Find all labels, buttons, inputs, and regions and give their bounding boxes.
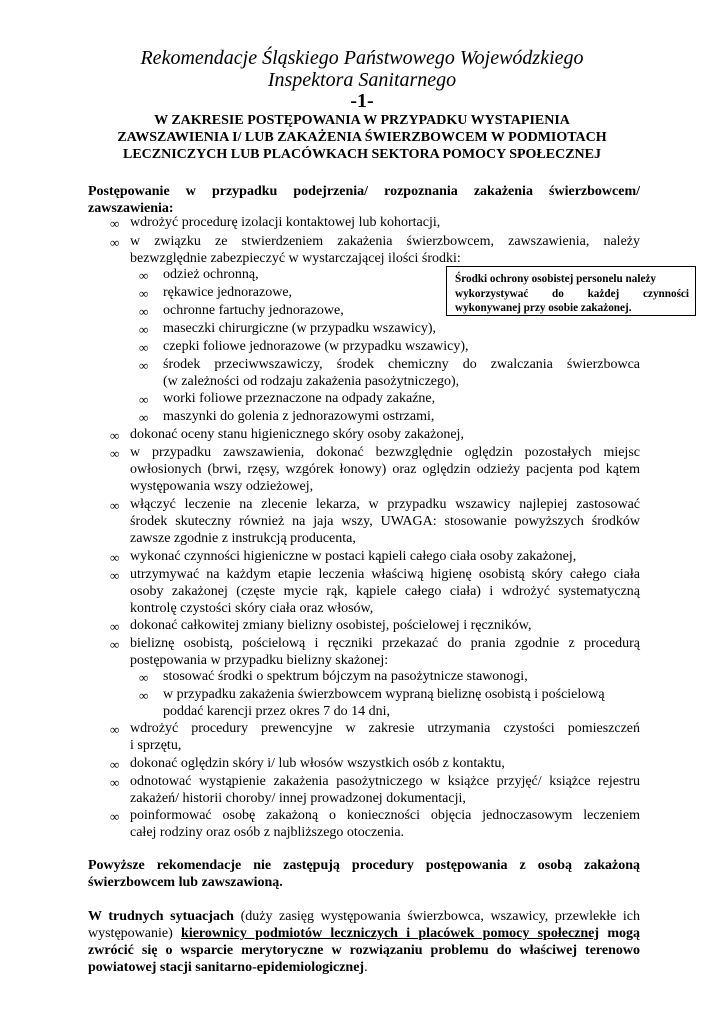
final-line-1 [88,908,640,925]
callout-line-2: wykorzystywać do każdej czynności [455,287,689,300]
sub-list-item-text: odzież ochronną, [163,267,259,282]
recommendation-note [88,857,640,891]
sub-bullet-icon: ∞ [139,304,149,319]
list-item-text: środek skuteczny również na jaja wszy, UWAGA: stosowanie powyższych środków [130,514,640,529]
section-heading-line-1: W ZAKRESIE POSTĘPOWANIA W PRZYPADKU WYSTAPIENIA [154,113,570,128]
sub-list-item [163,356,640,390]
final-line-4 [88,959,640,976]
list-item [130,635,640,669]
list-item-text: w przypadku zawszawienia, dokonać bezwzględnie oględzin pozostałych miejsc [130,445,640,460]
list-item-text: postępowania w przypadku bielizny skażonej: [130,653,389,668]
sub-list-item-text: ochronne fartuchy jednorazowe, [163,303,344,318]
section-number: -1- [350,90,374,112]
list-item-text: zawsze zgodnie z instrukcją producenta, [130,531,356,546]
list-item-text: osoby zakażonej (częste mycie rąk, kąpiele całego ciała) i wdrożyć systematyczną [130,584,640,599]
list-item [130,214,640,231]
sub-list-item-text: stosować środki o spektrum bójczym na pasożytnicze stawonogi, [163,669,528,684]
sub-list-item-text: maszynki do golenia z jednorazowymi ostrzami, [163,409,435,424]
sub-list-item-text: maseczki chirurgiczne (w przypadku wszawicy), [163,321,437,336]
bullet-icon: ∞ [110,550,120,565]
bullet-icon: ∞ [110,446,120,461]
list-item-text: kontrolę czystości skóry ciała oraz włosów, [130,601,374,616]
final-underlined-bold: kierownicy podmiotów leczniczych i placówek pomocy społecznej [181,926,600,941]
list-item-text: i sprzętu, [130,738,182,753]
protective-equipment-callout [446,266,696,316]
list-item-text: dokonać oględzin skóry i/ lub włosów wszystkich osób z kontaktu, [130,756,505,771]
sub-bullet-icon: ∞ [139,268,149,283]
sub-bullet-icon: ∞ [139,670,149,685]
intro-line-2: zawszawienia: [88,201,174,216]
sub-list-item [163,338,640,355]
bullet-icon: ∞ [110,568,120,583]
list-item-text: wdrożyć procedurę izolacji kontaktowej lub kohortacji, [130,215,441,230]
list-item [130,720,640,754]
final-bold-text: mogą [599,926,640,941]
document-title-line-2: Inspektora Sanitarnego [267,69,457,91]
list-item [130,548,640,565]
list-item-text: dokonać oceny stanu higienicznego skóry osoby zakażonej, [130,427,464,442]
bullet-icon: ∞ [110,498,120,513]
sub-bullet-icon: ∞ [139,358,149,373]
list-item-text: włączyć leczenie na zlecenie lekarza, w przypadku wszawicy najlepiej zastosować [130,497,640,512]
note-line-1: Powyższe rekomendacje nie zastępują procedury postępowania z osobą zakażoną [88,858,640,873]
final-line-3 [88,942,640,959]
list-item-text: dokonać całkowitej zmiany bielizny osobistej, pościelowej i ręczników, [130,618,532,633]
sub-list-item [163,686,640,720]
sub-list-item [163,302,443,319]
list-item [130,773,640,807]
bullet-icon: ∞ [110,428,120,443]
sub-list-item [163,266,443,283]
sub-list-item-text: (w zależności od rodzaju zakażenia pasożytniczego), [163,374,460,389]
sub-list-item-text: w przypadku zakażenia świerzbowcem wypraną bieliznę osobistą i pościelową [163,687,605,702]
bullet-icon: ∞ [110,809,120,824]
final-bold-text: powiatowej stacji sanitarno-epidemiologicznej [88,960,365,975]
sub-bullet-icon: ∞ [139,392,149,407]
list-item-text: wykonać czynności higieniczne w postaci kąpieli całego ciała osoby zakażonej, [130,549,577,564]
list-item-text: bezwzględnie zabezpieczyć w wystarczającej ilości środki: [130,251,461,266]
list-item [130,233,640,267]
section-heading-line-3: LECZNICZYCH LUB PLACÓWKACH SEKTORA POMOCY SPOŁECZNEJ [122,147,601,162]
final-bold-text: zwrócić się o wsparcie merytoryczne w rozwiązaniu problemu do właściwej terenowo [88,943,640,958]
sub-list-item-text: czepki foliowe jednorazowe (w przypadku wszawicy), [163,339,469,354]
list-item [130,807,640,841]
callout-line-3: wykonywanej przy osobie zakażonej. [455,302,632,314]
sub-bullet-icon: ∞ [139,688,149,703]
section-heading-line-2: ZAWSZAWIENIA I/ LUB ZAKAŻENIA ŚWIERZBOWCEM W PODMIOTACH [117,130,607,145]
sub-bullet-icon: ∞ [139,322,149,337]
list-item-text: w związku ze stwierdzeniem zakażenia świerzbowcem, zawszawienia, należy [130,234,640,249]
bullet-icon: ∞ [110,216,120,231]
final-text: . [364,960,368,975]
sub-list-item [163,668,640,685]
sub-bullet-icon: ∞ [139,410,149,425]
sub-list-item-text: worki foliowe przeznaczone na odpady zakaźne, [163,391,436,406]
intro-line-1: Postępowanie w przypadku podejrzenia/ rozpoznania zakażenia świerzbowcem/ [88,184,640,199]
list-item-text: poinformować osobę zakażoną o konieczności objęcia jednoczasowym leczeniem [130,808,640,823]
callout-line-1: Środki ochrony osobistej personelu należy [455,273,656,285]
sub-list-item [163,284,443,301]
bullet-icon: ∞ [110,775,120,790]
bullet-icon: ∞ [110,637,120,652]
sub-bullet-icon: ∞ [139,340,149,355]
bullet-icon: ∞ [110,757,120,772]
sub-list-item-text: poddać karencji przez okres 7 do 14 dni, [163,704,391,719]
final-text: występowanie) [88,926,182,941]
list-item [130,444,640,495]
final-bold-lead: W trudnych sytuacjach [88,909,234,924]
sub-list-item-text: rękawice jednorazowe, [163,285,293,300]
list-item [130,426,640,443]
list-item-text: zakażeń/ historii choroby/ innej prowadzonej dokumentacji, [130,791,466,806]
bullet-icon: ∞ [110,235,120,250]
intro-paragraph [88,183,640,217]
document-title-line-1: Rekomendacje Śląskiego Państwowego Wojewódzkiego [140,47,584,69]
bullet-icon: ∞ [110,722,120,737]
list-item [130,617,640,634]
note-line-2: świerzbowcem lub zawszawioną. [88,875,283,890]
sub-list-item [163,390,640,407]
list-item-text: występowania wszy odzieżowej, [130,479,314,494]
list-item-text: odnotować wystąpienie zakażenia pasożytniczego w książce przyjęć/ książce rejestru [130,774,640,789]
difficult-situations-paragraph [88,908,640,976]
list-item-text: utrzymywać na każdym etapie leczenia właściwą higienę osobistą skóry całego ciała [130,567,640,582]
list-item [130,496,640,547]
list-item [130,755,640,772]
list-item [130,566,640,617]
sub-list-item [163,408,640,425]
list-item-text: wdrożyć procedury prewencyjne w zakresie utrzymania czystości pomieszczeń [130,721,640,736]
sub-list-item [163,320,640,337]
final-line-2 [88,925,640,942]
final-text: (duży zasięg występowania świerzbowca, wszawicy, przewlekłe ich [233,909,640,924]
sub-list-item-text: środek przeciwwszawiczy, środek chemiczny do zwalczania świerzbowca [163,357,640,372]
sub-bullet-icon: ∞ [139,286,149,301]
list-item-text: owłosionych (brwi, rzęsy, wzgórek łonowy) oraz oględzin odzieży pacjenta pod kątem [130,462,640,477]
bullet-icon: ∞ [110,619,120,634]
list-item-text: bieliznę osobistą, pościelową i ręczniki przekazać do prania zgodnie z procedurą [130,636,640,651]
list-item-text: całej rodziny oraz osób z najbliższego otoczenia. [130,825,405,840]
